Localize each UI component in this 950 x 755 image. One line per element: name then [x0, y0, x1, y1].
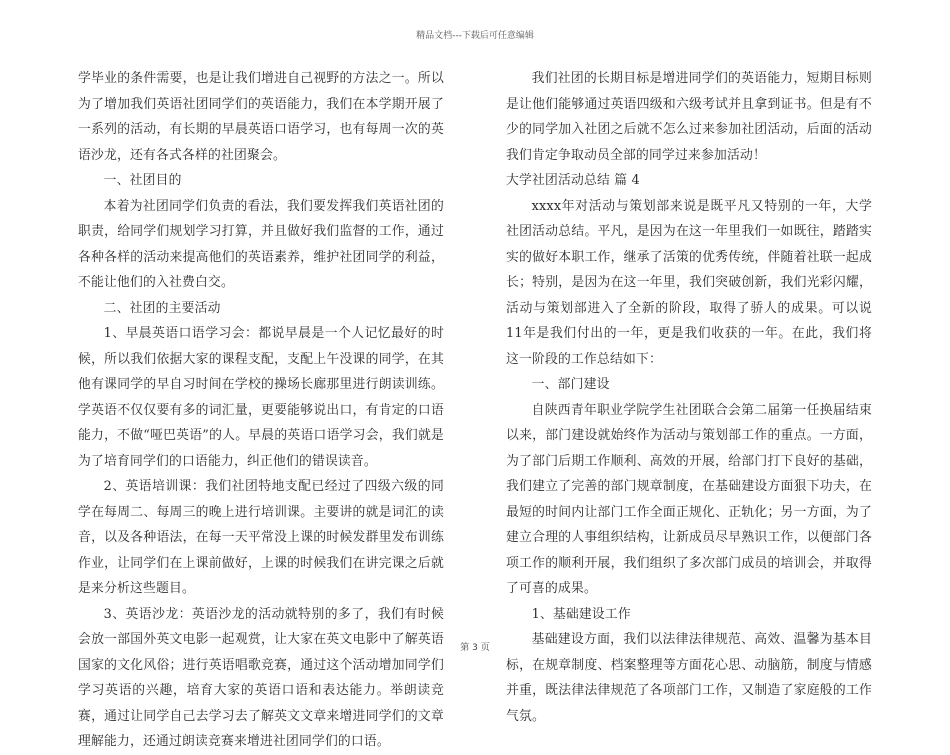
right-para-0: 我们社团的长期目标是增进同学们的英语能力，短期目标则是让他们能够通过英语四级和六级考试并且拿到证书。但是有不少的同学加入社团之后就不怎么过来参加社团活动，后面的活动我们肯定争取动员全部的同学过来参加活动！ [506, 71, 872, 163]
left-heading-purpose: 一、社团目的 [103, 173, 182, 188]
left-para-6: 3、英语沙龙：英语沙龙的活动就特别的多了，我们有时候会放一部国外英文电影一起观赏，让大家在英文电影中了解英语国家的文化风俗；进行英语唱歌竞赛，通过这个活动增加同学们学习英语的兴趣，培育大家的英语口语和表达能力。举朗读竞赛，通过让同学自己去学习去了解英文文章来增进同学们的文章理解能力，还通过朗读竞赛来增进社团同学们的口语。 [78, 606, 444, 749]
page-number: 第 3 页 [460, 643, 490, 653]
right-heading-basic: 1、基础建设工作 [531, 606, 631, 622]
right-section-title: 大学社团活动总结 篇 4 [506, 173, 640, 188]
left-para-4: 1、早晨英语口语学习会：都说早晨是一个人记忆最好的时候，所以我们依据大家的课程支配，支配上午没课的同学，在其他有课同学的早自习时间在学校的操场长廊那里进行朗读训练。学英语不仅仅要有多的词汇量，更要能够说出口，有肯定的口语能力，不做“哑巴英语”的人。早晨的英语口语学习会，我们就是为了培育同学们的口语能力，纠正他们的错误读音。 [78, 326, 444, 469]
left-para-0: 学毕业的条件需要，也是让我们增进自己视野的方法之一。所以为了增加我们英语社团同学们的英语能力，我们在本学期开展了一系列的活动，有长期的早晨英语口语学习，也有每周一次的英语沙龙，还有各式各样的社团聚会。 [78, 71, 444, 163]
right-column [506, 66, 872, 729]
left-para-2: 本着为社团同学们负责的看法，我们要发挥我们英语社团的职责，给同学们规划学习打算，并且做好我们监督的工作，通过各种各样的活动来提高他们的英语素养，维护社团同学的利益，不能让他们的入社费白交。 [78, 198, 444, 290]
right-para-6: 基础建设方面，我们以法律法律规范、高效、温馨为基本目标，在规章制度、档案整理等方面花心思、动脑筋，制度与情感并重，既法律法律规范了各项部门工作，又制造了家庭般的工作气氛。 [506, 632, 872, 724]
left-heading-activities: 二、社团的主要活动 [103, 300, 221, 316]
right-para-4: 自陕西青年职业学院学生社团联合会第二届第一任换届结束以来，部门建设就始终作为活动与策划部工作的重点。一方面，为了部门后期工作顺利、高效的开展，给部门打下良好的基础，我们建立了完善的部门规章制度，在基础建设方面狠下功夫，在最短的时间内让部门工作全面正规化、正轨化；另一方面，为了建立合理的人事组织结构，让新成员尽早熟识工作，以便部门各项工作的顺利开展，我们组织了多次部门成员的培训会，并取得了可喜的成果。 [506, 402, 872, 596]
right-heading-dept: 一、部门建设 [531, 377, 610, 392]
left-para-5: 2、英语培训课：我们社团特地支配已经过了四级六级的同学在每周二、每周三的晚上进行培训课。主要讲的就是词汇的读音，以及各种语法，在每一天平常没上课的时候发群里发布训练作业，让同学们在上课前做好，上课的时候我们在讲完课之后就是来分析这些题目。 [78, 479, 444, 596]
page-header: 精品文档---下载后可任意编辑 [416, 31, 534, 41]
right-para-2: xxxx年对活动与策划部来说是既平凡又特别的一年，大学社团活动总结。平凡，是因为在这一年里我们一如既往，踏踏实实的做好本职工作，继承了活策的优秀传统，伴随着社联一起成长；特别，是因为在这一年里，我们突破创新，我们光彩闪耀，活动与策划部进入了全新的阶段，取得了骄人的成果。可以说11年是我们付出的一年，更是我们收获的一年。在此，我们将这一阶段的工作总结如下： [506, 198, 872, 367]
